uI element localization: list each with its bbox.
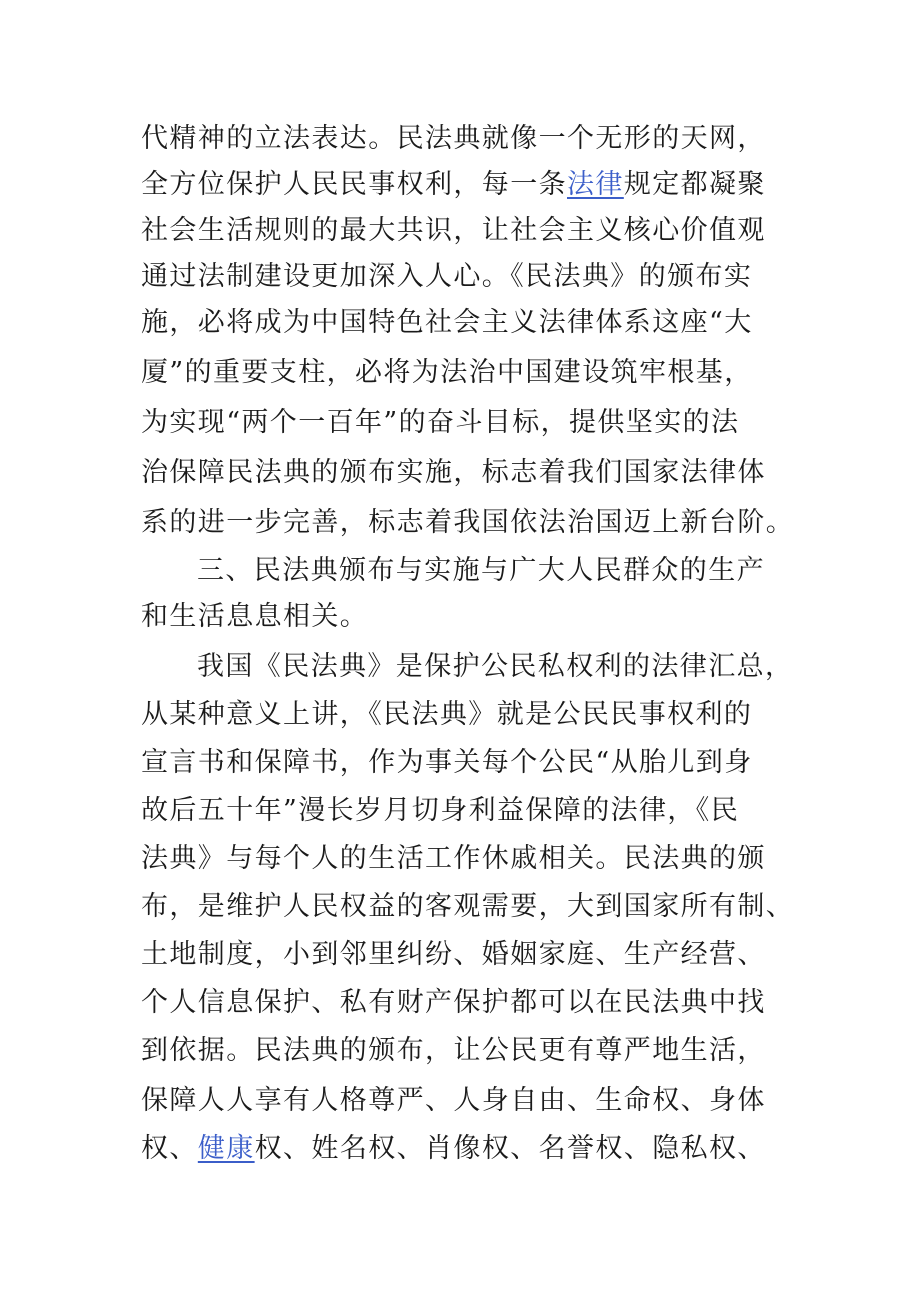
section-heading-cont: 和生活息息相关。 <box>141 601 369 632</box>
text-segment: 全方位保护人民民事权利，每一条 <box>141 169 567 200</box>
text-line: 施，必将成为中国特色社会主义法律体系这座“大 <box>141 307 753 338</box>
text-line: 法典》与每个人的生活工作休戚相关。民法典的颁 <box>141 843 766 874</box>
text-line: 治保障民法典的颁布实施，标志着我们国家法律体 <box>141 457 766 488</box>
text-line: 厦”的重要支柱，必将为法治中国建设筑牢根基， <box>141 357 753 388</box>
paragraph-first-line: 我国《民法典》是保护公民私权利的法律汇总， <box>197 651 794 682</box>
text-segment: 权、 <box>141 1133 198 1164</box>
text-line: 为实现“两个一百年”的奋斗目标，提供坚实的法 <box>141 407 740 438</box>
text-line: 到依据。民法典的颁布，让公民更有尊严地生活， <box>141 1035 766 1066</box>
text-line: 社会生活规则的最大共识，让社会主义核心价值观 <box>141 215 766 246</box>
law-link[interactable]: 法律 <box>567 169 624 200</box>
text-line: 通过法制建设更加深入人心。《民法典》的颁布实 <box>141 261 753 292</box>
text-line <box>141 162 766 208</box>
text-segment: 规定都凝聚 <box>623 169 766 200</box>
section-heading: 三、民法典颁布与实施与广大人民群众的生产 <box>197 555 765 586</box>
text-line <box>141 1126 766 1172</box>
text-line: 宣言书和保障书，作为事关每个公民“从胎儿到身 <box>141 747 753 778</box>
text-line: 个人信息保护、私有财产保护都可以在民法典中找 <box>141 987 766 1018</box>
text-segment: 权、姓名权、肖像权、名誉权、隐私权、 <box>254 1133 766 1164</box>
text-line: 保障人人享有人格尊严、人身自由、生命权、身体 <box>141 1085 766 1116</box>
text-line: 故后五十年”漫长岁月切身利益保障的法律，《民 <box>141 795 740 826</box>
text-line: 土地制度，小到邻里纠纷、婚姻家庭、生产经营、 <box>141 939 766 970</box>
text-line: 代精神的立法表达。民法典就像一个无形的天网， <box>141 123 766 154</box>
text-line: 从某种意义上讲，《民法典》就是公民民事权利的 <box>141 699 753 730</box>
text-line: 布，是维护人民权益的客观需要，大到国家所有制、 <box>141 891 795 922</box>
text-line: 系的进一步完善，标志着我国依法治国迈上新台阶。 <box>141 507 795 538</box>
health-link[interactable]: 健康 <box>197 1133 255 1164</box>
